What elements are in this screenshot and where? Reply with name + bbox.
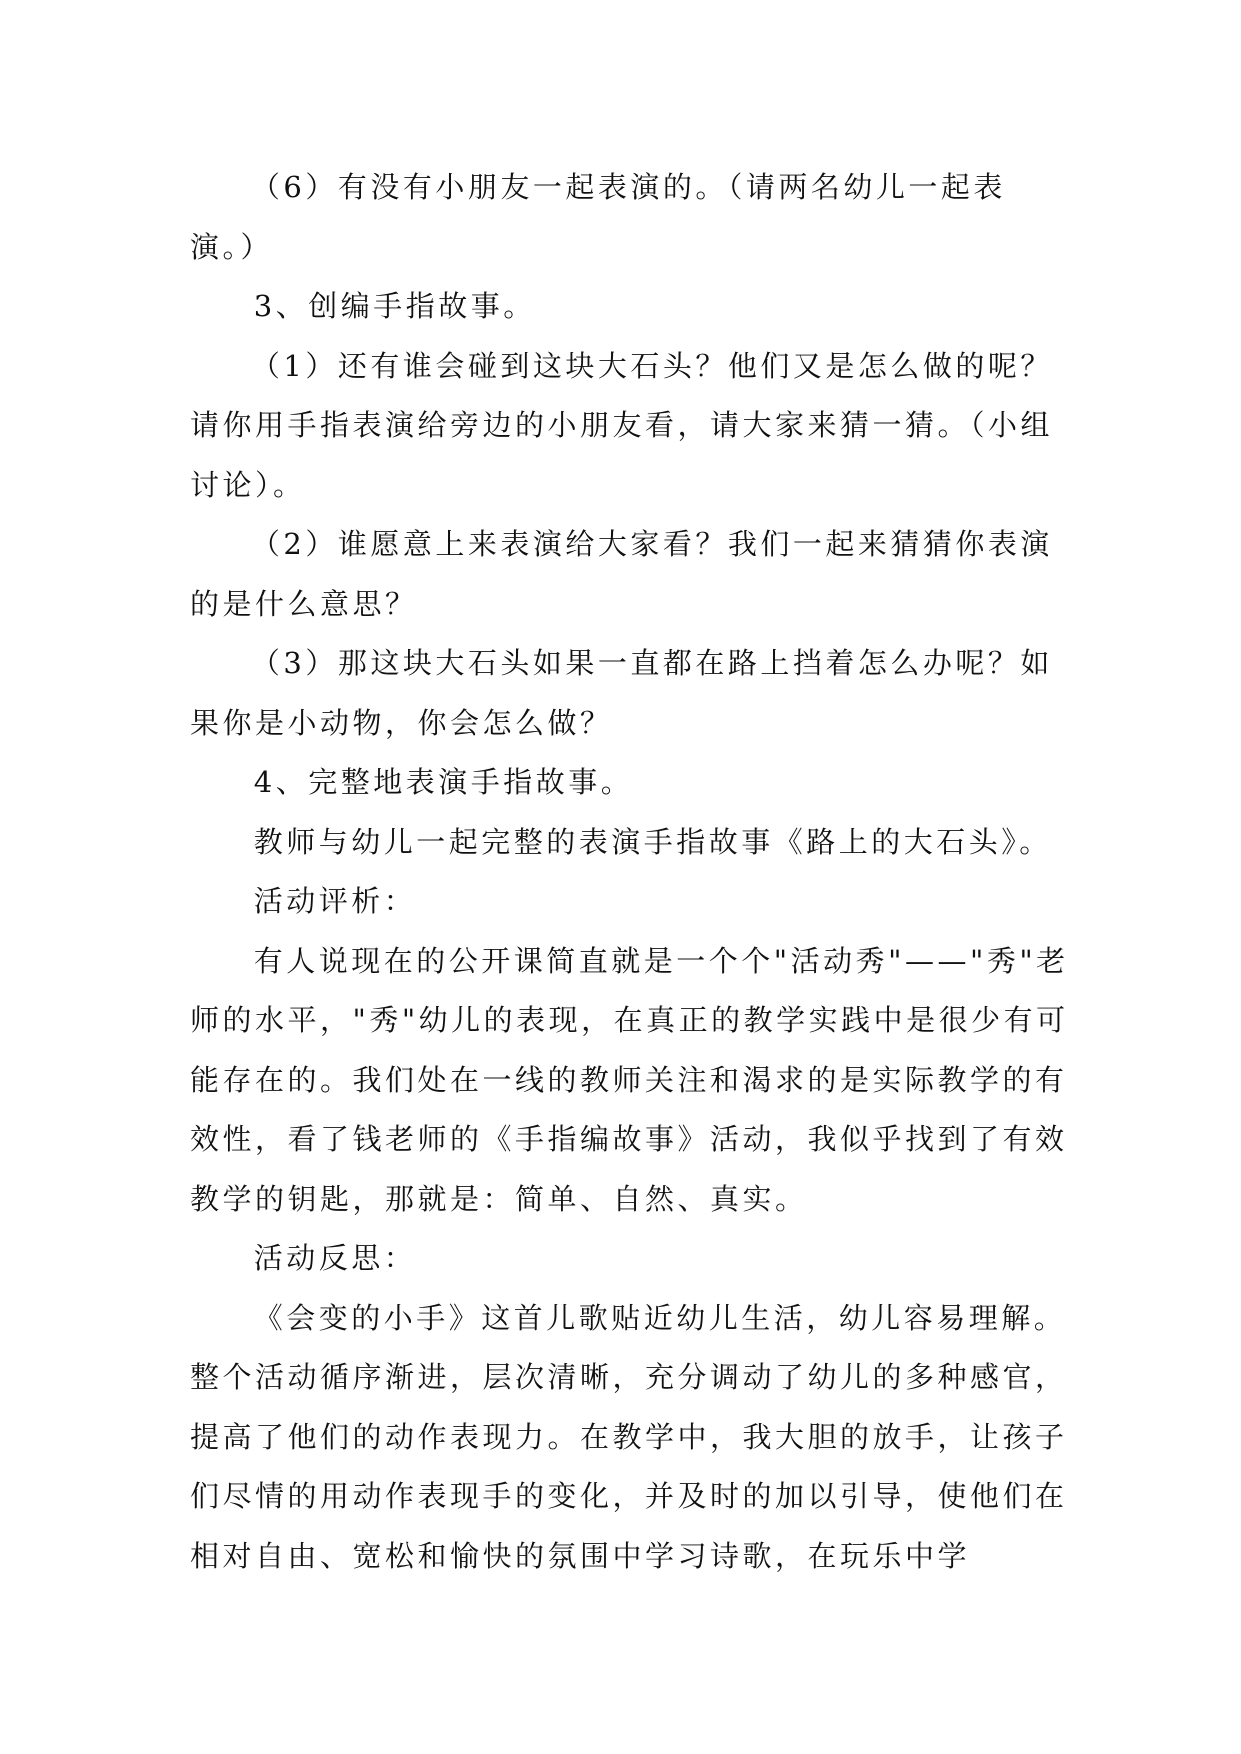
paragraph-teacher-performance: 教师与幼儿一起完整的表演手指故事《路上的大石头》。 [253,824,1052,859]
paragraph-step-3: （3）那这块大石头如果一直都在路上挡着怎么办呢？如果你是小动物，你会怎么做？ [190,646,1053,740]
paragraph-step-1: （1）还有谁会碰到这块大石头？他们又是怎么做的呢？请你用手指表演给旁边的小朋友看，请大家来猜一猜。（小组讨论）。 [190,348,1054,502]
paragraph-section-3: 3、创编手指故事。 [253,289,536,323]
paragraph-section-4: 4、完整地表演手指故事。 [253,765,634,799]
document-body [190,158,1070,1586]
paragraph-step-2: （2）谁愿意上来表演给大家看？我们一起来猜猜你表演的是什么意思？ [190,527,1053,621]
paragraph-activity-analysis: 有人说现在的公开课简直就是一个个"活动秀"——"秀"老师的水平，"秀"幼儿的表现，在真正的教学实践中是很少有可能存在的。我们处在一线的教师关注和渴求的是实际教学的有效性，看了钱老师的《手指编故事》活动，我似乎找到了有效教学的钥匙，那就是：简单、自然、真实。 [190,943,1069,1216]
paragraph-activity-reflection: 《会变的小手》这首儿歌贴近幼儿生活，幼儿容易理解。整个活动循序渐进，层次清晰，充分调动了幼儿的多种感官，提高了他们的动作表现力。在教学中，我大胆的放手，让孩子们尽情的用动作表现手的变化，并及时的加以引导，使他们在相对自由、宽松和愉快的氛围中学习诗歌，在玩乐中学 [190,1300,1068,1573]
heading-activity-reflection: 活动反思： [253,1241,417,1275]
paragraph-step-6: （6）有没有小朋友一起表演的。（请两名幼儿一起表演。） [190,170,1006,264]
heading-activity-analysis: 活动评析： [253,884,417,918]
